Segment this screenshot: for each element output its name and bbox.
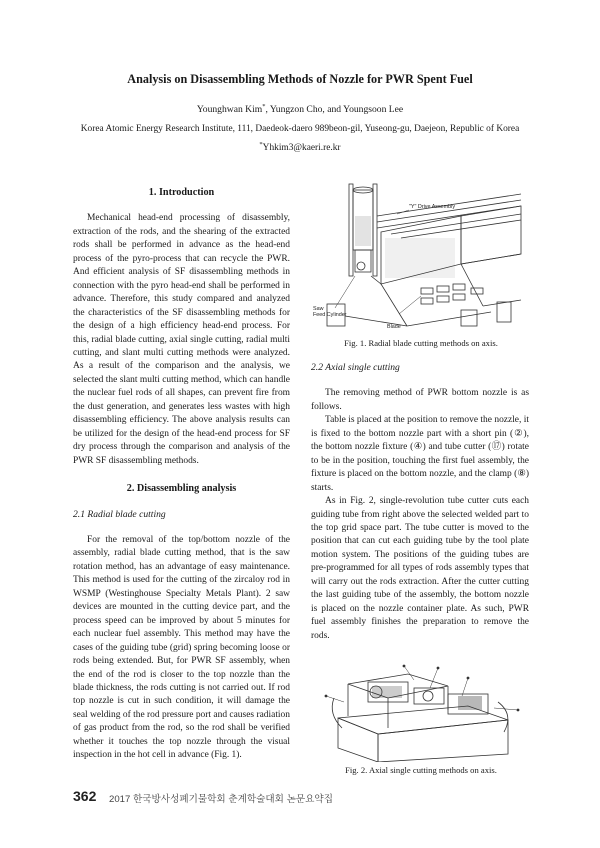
heading-introduction: 1. Introduction (148, 187, 215, 198)
paper-title: Analysis on Disassembling Methods of Nozzle for PWR Spent Fuel (127, 72, 473, 86)
page-footer (73, 788, 533, 806)
left-column (73, 186, 290, 763)
heading-2-2: 2.2 Axial single cutting (311, 362, 400, 373)
intro-paragraph: Mechanical head-end processing of disassembly, extraction of the rods, and the shearing of the extracted rods shall be performed in advance as the head-end process of the pyro-process that can recycle the PWR. And efficient analysis of SF disassembling methods in connection with the pyro head-end shall be performed in advance. Therefore, this study compared and analyzed the characteristics of the SF disassembling methods for the design of a high efficiency head-end process. For this, radial blade cutting, axial single cutting, radial multi cutting, and slant multi cutting methods were analyzed. As a result of the comparison and the analysis, we selected the slant multi cutting method, which can handle the nuclear fuel rods of all shapes, can prevent fire from the dust generation, and generates less wastes with high disassembling efficiency. The above analysis results can be utilized for the design of the head-end process for SF dry process through the comparison and analysis of the PWR SF disassembling methods. (73, 213, 290, 466)
figure-1-drawing (311, 176, 531, 336)
author-rest: , Yungzon Cho, and Youngsoon Lee (265, 104, 404, 115)
email-mark: * (259, 140, 263, 148)
heading-2-1: 2.1 Radial blade cutting (73, 508, 166, 520)
proceedings-title: 2017 한국방사성폐기물학회 춘계학술대회 논문요약집 (109, 794, 333, 805)
page-number: 362 (73, 788, 97, 804)
affiliation: Korea Atomic Energy Research Institute, 111, Daedeok-daero 989beon-gil, Yuseong-gu, Daejeon, Republic of Korea (80, 124, 520, 134)
figure-1 (311, 176, 531, 336)
section-2-2-procedure: Table is placed at the position to remove the nozzle, it is fixed to the bottom nozzle part with a short pin (②), the bottom nozzle fixture (④) and tube cutter (⑰) rotate to be in the position, touching the first fuel assembly, the fixture is placed on the bottom nozzle, and the clamp (⑧) starts. (311, 415, 529, 493)
label-feed-cylinder: Feed Cylinder (313, 312, 347, 318)
label-blade: Blade (387, 324, 401, 330)
heading-disassembling: 2. Disassembling analysis (126, 483, 237, 495)
section-2-2-intro: The removing method of PWR bottom nozzle is as follows. (311, 388, 529, 412)
right-column (311, 361, 529, 643)
figure-2-caption: Fig. 2. Axial single cutting methods on axis. (345, 765, 497, 775)
figure-2 (318, 658, 528, 762)
contact-email (0, 140, 600, 153)
label-saw: Saw (313, 306, 324, 312)
corresponding-mark: * (262, 102, 266, 110)
email-address: Yhkim3@kaeri.re.kr (262, 143, 341, 153)
author-first: Younghwan Kim (196, 104, 263, 115)
figure-1-caption: Fig. 1. Radial blade cutting methods on axis. (344, 338, 498, 348)
label-y-drive: "Y" Drive Assembly (409, 204, 456, 210)
author-list (0, 104, 600, 115)
section-2-1-paragraph: For the removal of the top/bottom nozzle of the assembly, radial blade cutting method, that is the saw rotation method, has an advantage of easy maintenance. This method is used for the cutting of the zircaloy rod in WSMP (Westinghouse Specialty Metals Plant). 2 saw devices are mounted in the cutting device part, and the process speed can be improved by about 5 minutes for each nuclear fuel assembly. This method may have the cases of the guiding tube (grid) spring becoming loose or rods being extended. But, for PWR SF assembly, when the end of the rod is closer to the top nozzle than the blade thickness, the rods cutting is not carried out. If rod top nozzle is cut in such condition, it will damage the seal welding of the rod pressure port and causes radiation of gas product from the rod, so the rod shall be verified whether it touches the top nozzle through the visual inspection in the hot cell in advance (Fig. 1). (73, 534, 290, 761)
section-2-2-detail: As in Fig. 2, single-revolution tube cutter cuts each guiding tube from right above the selected welded part to the top grid space part. The tube cutter is moved to the position that can cut each guiding tube by the tool plate motion system. The positions of the guiding tubes are pre-programmed for all types of rods assembly types that will carry out the rods extraction. After the cutter cutting the last guiding tube of the assembly, the bottom nozzle is placed on the nozzle container plate. As such, PWR fuel assembly finishes the preparation to remove the rods. (311, 496, 529, 641)
figure-2-drawing (318, 658, 528, 762)
